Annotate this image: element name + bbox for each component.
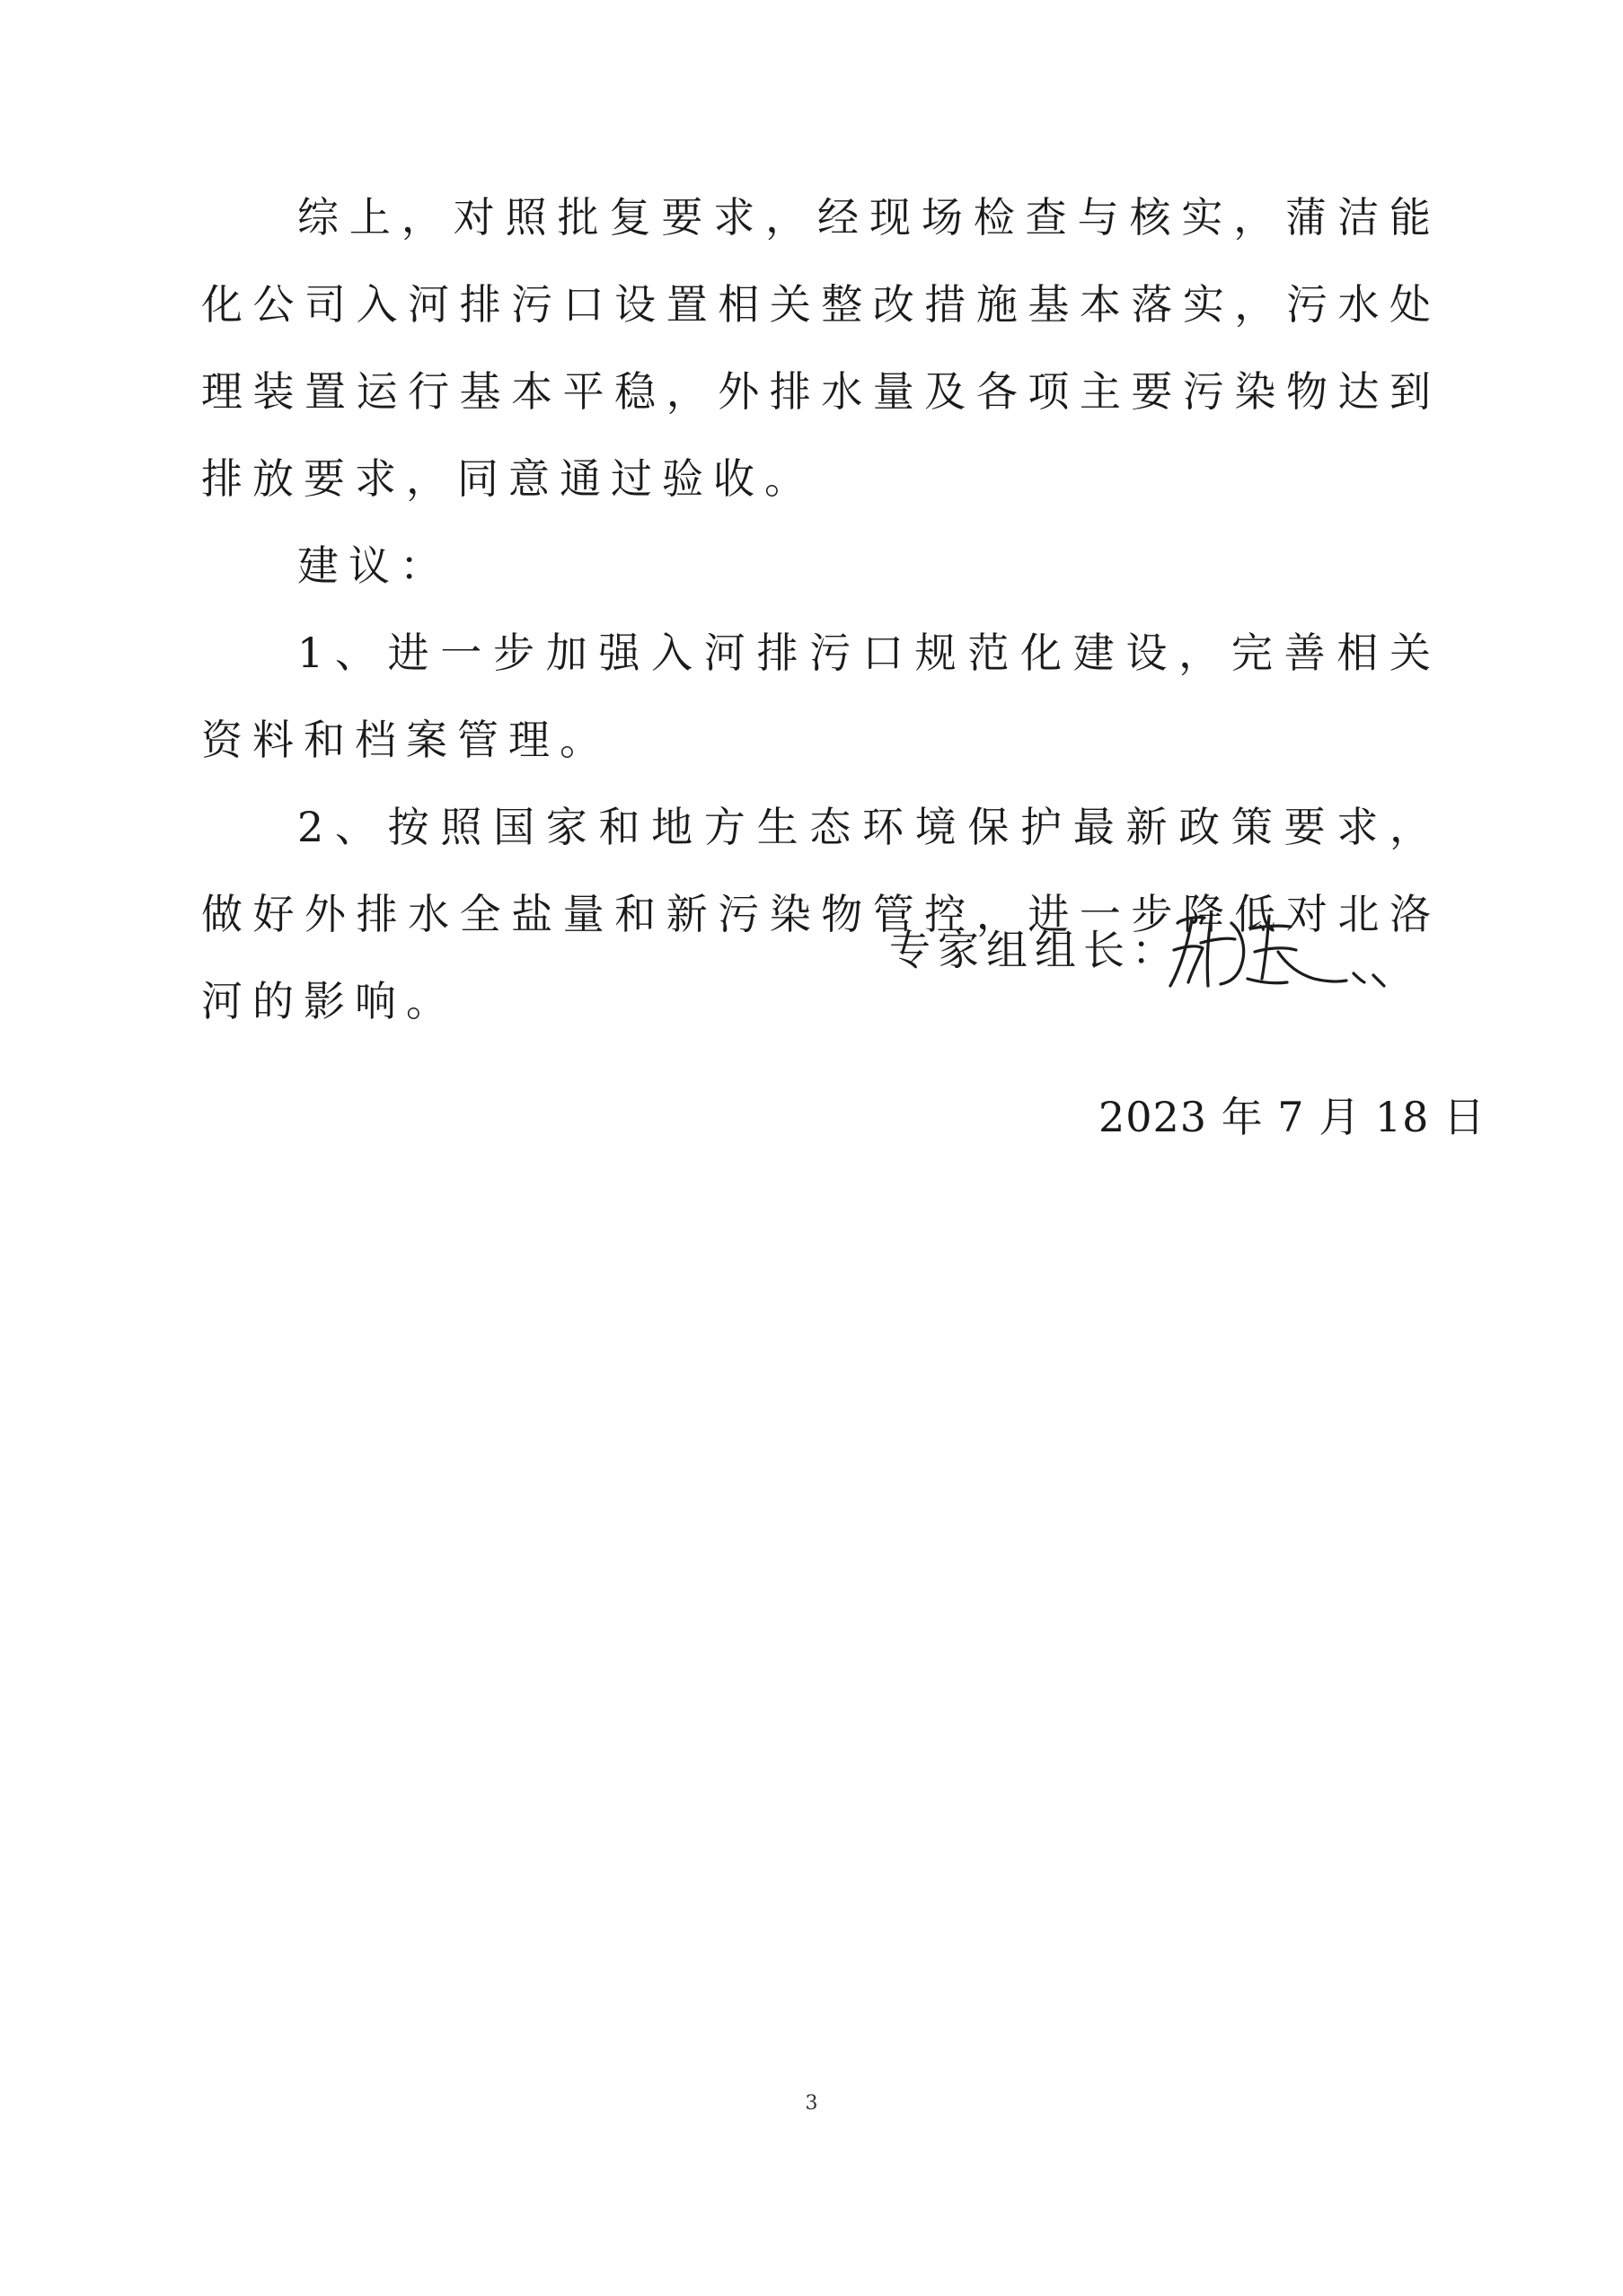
document-date: 2023 年 7 月 18 日 — [1098, 1093, 1486, 1141]
suggestion-item-2: 2、按照国家和地方生态环境保护最新政策要求，做好外排水全盐量和新污染物管控，进一步降低对北洛河的影响。 — [201, 803, 1441, 1025]
suggestions-heading: 建议： — [297, 541, 451, 590]
page-number: 3 — [805, 2092, 818, 2115]
suggestion-item-1: 1、进一步加强入河排污口规范化建设，完善相关资料和档案管理。 — [201, 629, 1441, 764]
handwritten-signature — [1161, 896, 1395, 1004]
conclusion-paragraph: 综上，对照批复要求，经现场检查与核实，蒲洁能化公司入河排污口设置相关整改措施基本落实，污水处理装置运行基本平稳，外排水量及各项主要污染物达到排放要求，同意通过验收。 — [201, 193, 1441, 503]
signature-label: 专家组组长： — [889, 926, 1180, 974]
